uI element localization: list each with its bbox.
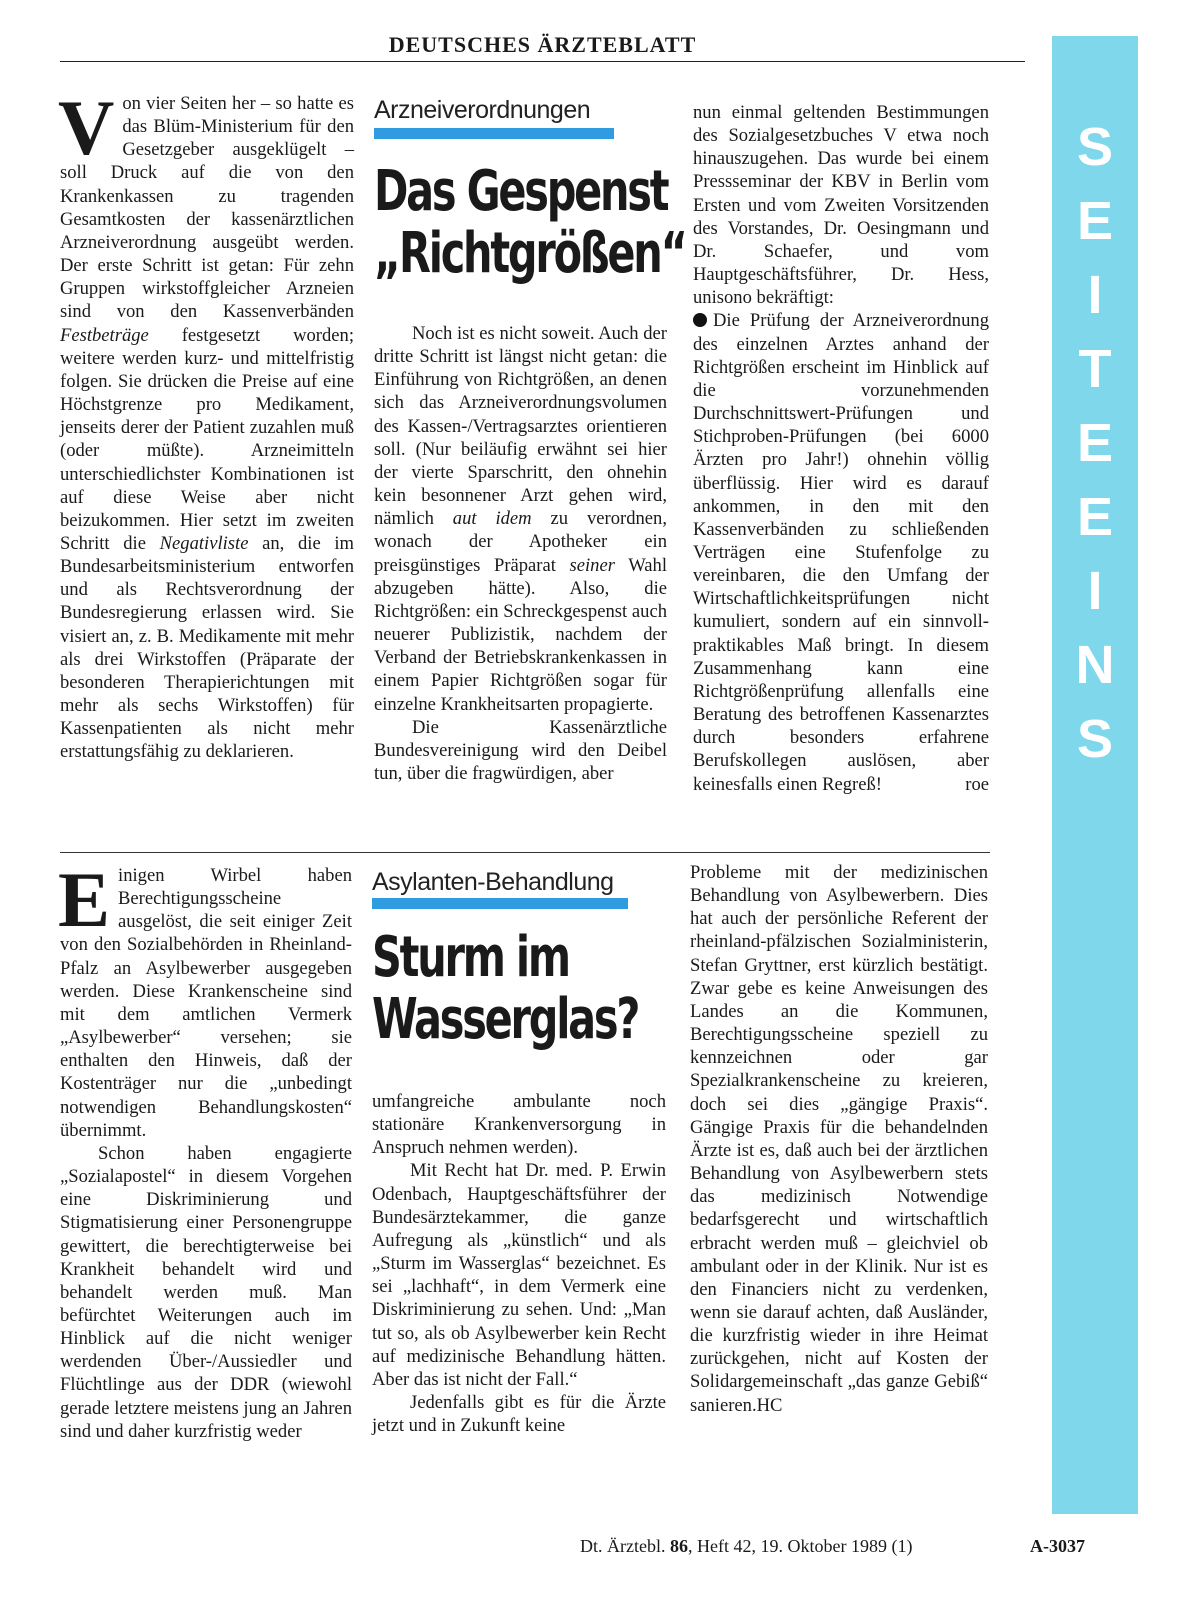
sidebar-letter: I: [1087, 561, 1103, 621]
article1-signature: roe: [965, 773, 989, 795]
article1-col2-paragraph1: Noch ist es nicht soweit. Auch der dritte Schritt ist längst nicht getan: die Einführung von Richtgrößen, an denen sich das Arzneiverordnungsvolumen des Kassen-/Vertragsarztes orientieren soll. (Nur beiläufig erwähnt sei hier der vierte Sparschritt, den ohnehin kein besonnener Arzt gehen wird, nämlich aut idem zu verordnen, wonach der Apotheker ein preisgünstiges Präparat seiner Wahl abzugeben hätte). Also, die Richtgrößen: ein Schreckgespenst auch neuerer Publizistik, nachdem der Verband der Betriebskrankenkassen in einem Papier Richtgrößen sogar für einzelne Krankheitsarten propagierte.: [374, 323, 667, 715]
article2-signature: HC: [756, 1394, 783, 1416]
page-number: A-3037: [1030, 1536, 1085, 1556]
dropcap: V: [58, 84, 115, 171]
citation-footer: Dt. Ärztebl. 86, Heft 42, 19. Oktober 1989 (1): [580, 1536, 913, 1556]
article1-col3-paragraph2: Die Prüfung der Arzneiverordnung des einzelnen Arztes anhand der Richtgrößen erscheint im Hinblick auf die vorzunehmenden Durchschnittswert-Prüfungen und Stichproben-Prüfungen (bei 6000 Ärzten pro Jahr!) ohnehin völlig überflüssig. Hier wird es darauf ankommen, in den mit den Kassenverbänden zu schließenden Verträgen eine Stufenfolge zu vereinbaren, die den Umfang der Wirtschaftlichkeitsprüfungen nicht kumuliert, sondern auf ein sinnvoll-praktikables Maß bringt. In diesem Zusammenhang kann eine Richtgrößenprüfung allenfalls eine Beratung des betroffenen Kassenarztes durch besonders erfahrene Berufskollegen auslösen, aber keinesfalls einen Regreß! roe: [693, 310, 989, 795]
masthead-rule: [60, 61, 1025, 62]
article-divider: [60, 852, 990, 853]
article2-headline-line1: Sturm im: [372, 925, 569, 990]
article2-column1: [58, 856, 352, 1443]
bullet-icon: [693, 313, 707, 327]
masthead: [60, 30, 1025, 62]
sidebar-letter: S: [1076, 117, 1114, 177]
article1-column1: [58, 84, 354, 764]
journal-title: DEUTSCHES ÄRZTEBLATT: [388, 32, 697, 57]
article2-column2: [372, 1090, 666, 1437]
article2-kicker-bar: [372, 898, 628, 909]
sidebar-letter: E: [1076, 413, 1114, 473]
sidebar-letter: S: [1076, 709, 1114, 769]
sidebar-letter: N: [1075, 635, 1115, 695]
article1-kicker-bar: [374, 128, 614, 139]
article2-kicker: Asylanten-Behandlung: [372, 868, 614, 896]
sidebar-letter: E: [1076, 191, 1114, 251]
article2-headline-line2: Wasserglas?: [372, 987, 639, 1052]
section-sidebar: [1052, 36, 1138, 1514]
article1-headline-line2: „Richtgrößen“: [374, 221, 686, 286]
article2-col3-paragraph1: Probleme mit der medizinischen Behandlung von Asylbewerbern. Dies hat auch der persönliche Referent der rheinland-pfälzischen Sozialministerin, Stefan Gryttner, erst kürzlich bestätigt. Zwar gebe es keine Anweisungen des Landes an die Kommunen, Berechtigungsscheine speziell zu kennzeichnen oder gar Spezialkrankenscheine zu kreieren, doch sei dies „gängige Praxis“. Gängige Praxis für die behandelnden Ärzte ist es, daß auch bei der ärztlichen Behandlung von Asylbewerbern stets das medizinisch Notwendige bedarfsgerecht und wirtschaftlich erbracht werden muß – gleichviel ob ambulant oder in der Klinik. Nur ist es den Financiers nicht zu verdenken, wenn sie darauf achten, daß Ausländer, die kurzfristig wieder in ihre Heimat zurückgehen, nicht auf Kosten der Solidargemeinschaft „das ganze Gebiß“ sanieren.HC: [690, 862, 988, 1416]
article2-col1-paragraph2: Schon haben engagierte „Sozialapostel“ in diesem Vorgehen eine Diskriminierung und Stigmatisierung einer Personengruppe gewittert, die berechtigterweise bei Krankheit behandelt wird und behandelt werden muß. Man befürchtet Weiterungen auch im Hinblick auf die nicht weniger werdenden Über-/Aussiedler und Flüchtlinge aus der DDR (wiewohl gerade letztere meistens jung an Jahren sind und daher kurzfristig weder: [60, 1142, 352, 1442]
article1-kicker: Arzneiverordnungen: [374, 96, 591, 124]
sidebar-letters: [1052, 110, 1138, 776]
dropcap: E: [58, 856, 111, 943]
article1-col1-paragraph: Von vier Seiten her – so hatte es das Blüm-Ministerium für den Gesetzgeber ausgeklügelt – soll Druck auf die von den Krankenkassen zu tragenden Gesamtkosten der kassenärztlichen Arzneiverordnung ausgeübt werden. Der erste Schritt ist getan: Für zehn Gruppen wirkstoffgleicher Arzneien sind von den Kassenverbänden Festbeträge festgesetzt worden; weitere werden kurz- und mittelfristig folgen. Sie drücken die Preise auf eine Höchstgrenze pro Medikament, jenseits derer der Patient zuzahlen muß (oder müßte). Arzneimitteln unterschiedlichster Kombinationen ist auf diese Weise aber nicht beizukommen. Hier setzt im zweiten Schritt die Negativliste an, die im Bundesarbeitsministerium entworfen und als Rechtsverordnung der Bundesregierung erlassen wird. Sie visiert an, z. B. Medikamente mit mehr als drei Wirkstoffen (Präparate der besonderen Therapierichtungen mit mehr als sechs Wirkstoffen) für Kassenpatienten als nicht mehr erstattungsfähig zu deklarieren.: [58, 84, 354, 763]
article1-headline-line1: Das Gespenst: [374, 159, 668, 224]
article2-col2-paragraph1: umfangreiche ambulante noch stationäre Krankenversorgung in Anspruch nehmen werden).: [372, 1091, 666, 1159]
sidebar-letter: T: [1078, 339, 1112, 399]
article2-col1-paragraph1: Einigen Wirbel haben Berechtigungsscheine ausgelöst, die seit einiger Zeit von den Sozialbehörden in Rheinland-Pfalz an Asylbewerber ausgegeben werden. Diese Krankenscheine sind mit dem amtlichen Vermerk „Asylbewerber“ versehen; sie enthalten den Hinweis, daß der Kostenträger nur die „unbedingt notwendigen Behandlungskosten“ übernimmt.: [58, 856, 352, 1141]
article1-col3-paragraph1: nun einmal geltenden Bestimmungen des Sozialgesetzbuches V etwa noch hinauszugehen. Das wurde bei einem Pressseminar der KBV in Berlin vom Ersten und vom Zweiten Vorsitzenden des Vorstandes, Dr. Oesingmann und Dr. Schaefer, und vom Hauptgeschäftsführer, Dr. Hess, unisono bekräftigt:: [693, 102, 989, 309]
sidebar-letter: I: [1087, 265, 1103, 325]
sidebar-letter: E: [1076, 487, 1114, 547]
article1-col2-paragraph2: Die Kassenärztliche Bundesvereinigung wird den Deibel tun, über die fragwürdigen, aber: [374, 716, 667, 784]
article2-column3: [690, 861, 988, 1417]
article1-column3: [693, 101, 989, 796]
article2-col2-paragraph2: Mit Recht hat Dr. med. P. Erwin Odenbach, Hauptgeschäftsführer der Bundesärztekammer, die ganze Aufregung als „künstlich“ und als „Sturm im Wasserglas“ bezeichnet. Es sei „lachhaft“, in dem Vermerk eine Diskriminierung zu sehen. Und: „Man tut so, als ob Asylbewerber kein Recht auf medizinische Behandlung hätten. Aber das ist nicht der Fall.“: [372, 1160, 666, 1390]
article2-col2-paragraph3: Jedenfalls gibt es für die Ärzte jetzt und in Zukunft keine: [372, 1392, 666, 1437]
article1-column2: [374, 322, 667, 785]
